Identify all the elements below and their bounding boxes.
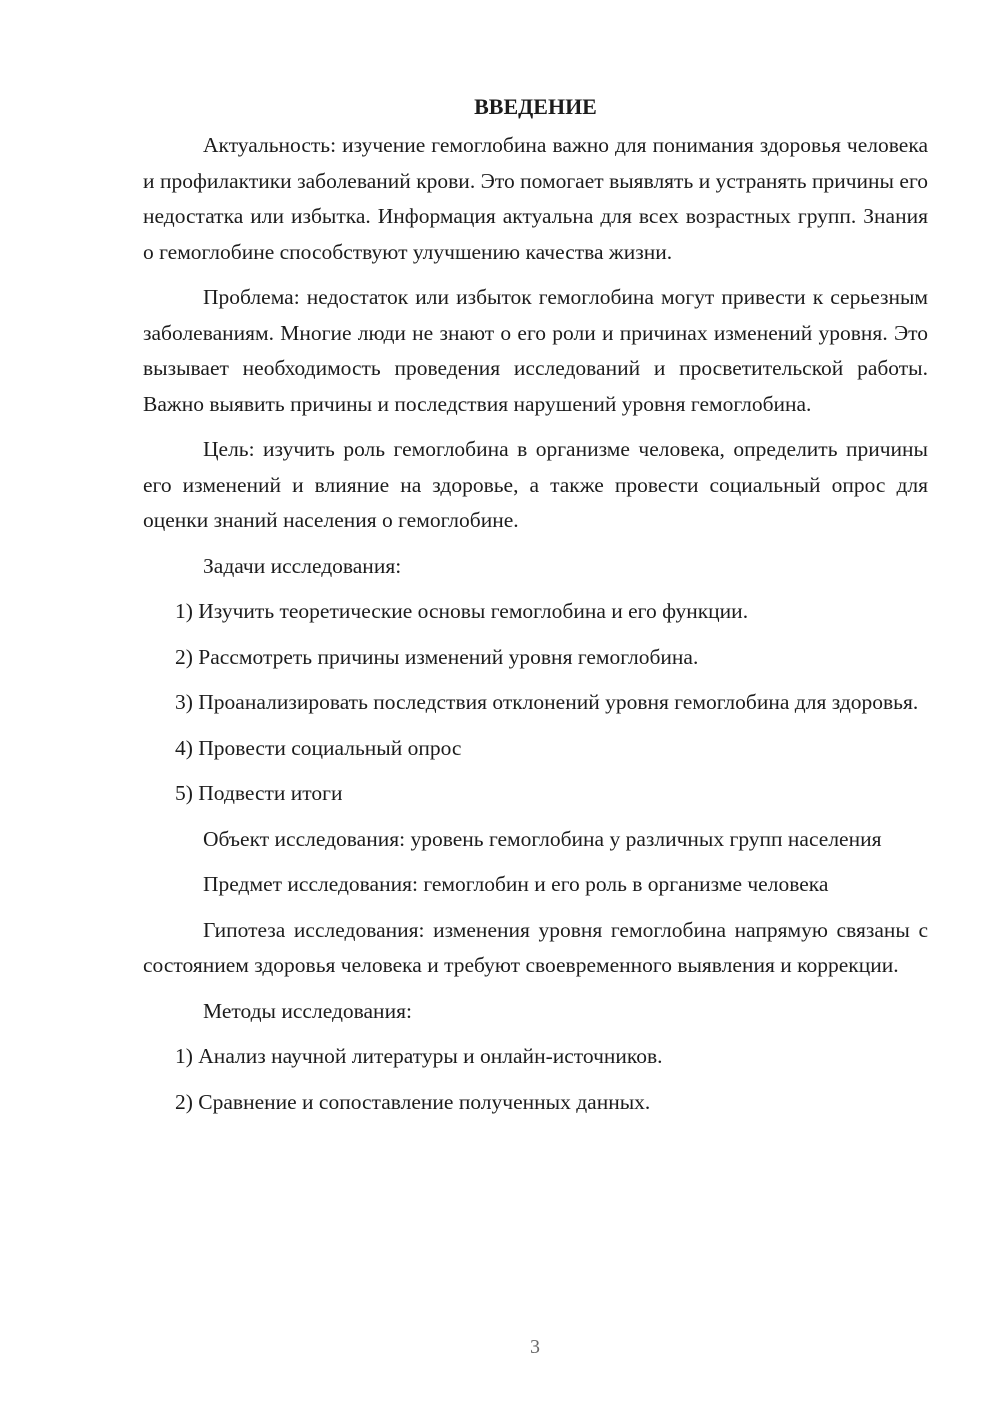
task-item: 4) Провести социальный опрос <box>175 735 462 760</box>
relevance-paragraph: Актуальность: изучение гемоглобина важно для понимания здоровья человека и профилактики заболеваний крови. Это помогает выявлять и устранять причины его недостатка или избытка. Информация актуальна для всех возрастных групп. Знания о гемоглобине способствуют улучшению качества жизни. <box>143 133 928 264</box>
problem-paragraph: Проблема: недостаток или избыток гемоглобина могут привести к серьезным заболеваниям. Многие люди не знают о его роли и причинах изменений уровня. Это вызывает необходимость проведения исследований и просветительской работы. Важно выявить причины и последствия нарушений уровня гемоглобина. <box>143 285 928 416</box>
hypothesis-paragraph: Гипотеза исследования: изменения уровня гемоглобина напрямую связаны с состоянием здоровья человека и требуют своевременного выявления и коррекции. <box>143 917 928 977</box>
task-item: 5) Подвести итоги <box>175 781 343 805</box>
method-item: 1) Анализ научной литературы и онлайн-источников. <box>175 1044 663 1068</box>
page-content <box>143 94 928 1130</box>
method-item: 2) Сравнение и сопоставление полученных данных. <box>175 1089 651 1114</box>
page-number: 3 <box>530 1336 540 1358</box>
tasks-heading: Задачи исследования: <box>203 553 402 578</box>
page-title: ВВЕДЕНИЕ <box>474 94 597 119</box>
object-paragraph: Объект исследования: уровень гемоглобина у различных групп населения <box>203 826 882 851</box>
methods-heading: Методы исследования: <box>203 998 412 1023</box>
task-item: 1) Изучить теоретические основы гемоглобина и его функции. <box>175 599 749 623</box>
task-item: 3) Проанализировать последствия отклонений уровня гемоглобина для здоровья. <box>175 690 919 714</box>
goal-paragraph: Цель: изучить роль гемоглобина в организме человека, определить причины его изменений и влияние на здоровье, а также провести социальный опрос для оценки знаний населения о гемоглобине. <box>143 437 928 532</box>
task-item: 2) Рассмотреть причины изменений уровня гемоглобина. <box>175 644 699 669</box>
subject-paragraph: Предмет исследования: гемоглобин и его роль в организме человека <box>203 872 829 896</box>
